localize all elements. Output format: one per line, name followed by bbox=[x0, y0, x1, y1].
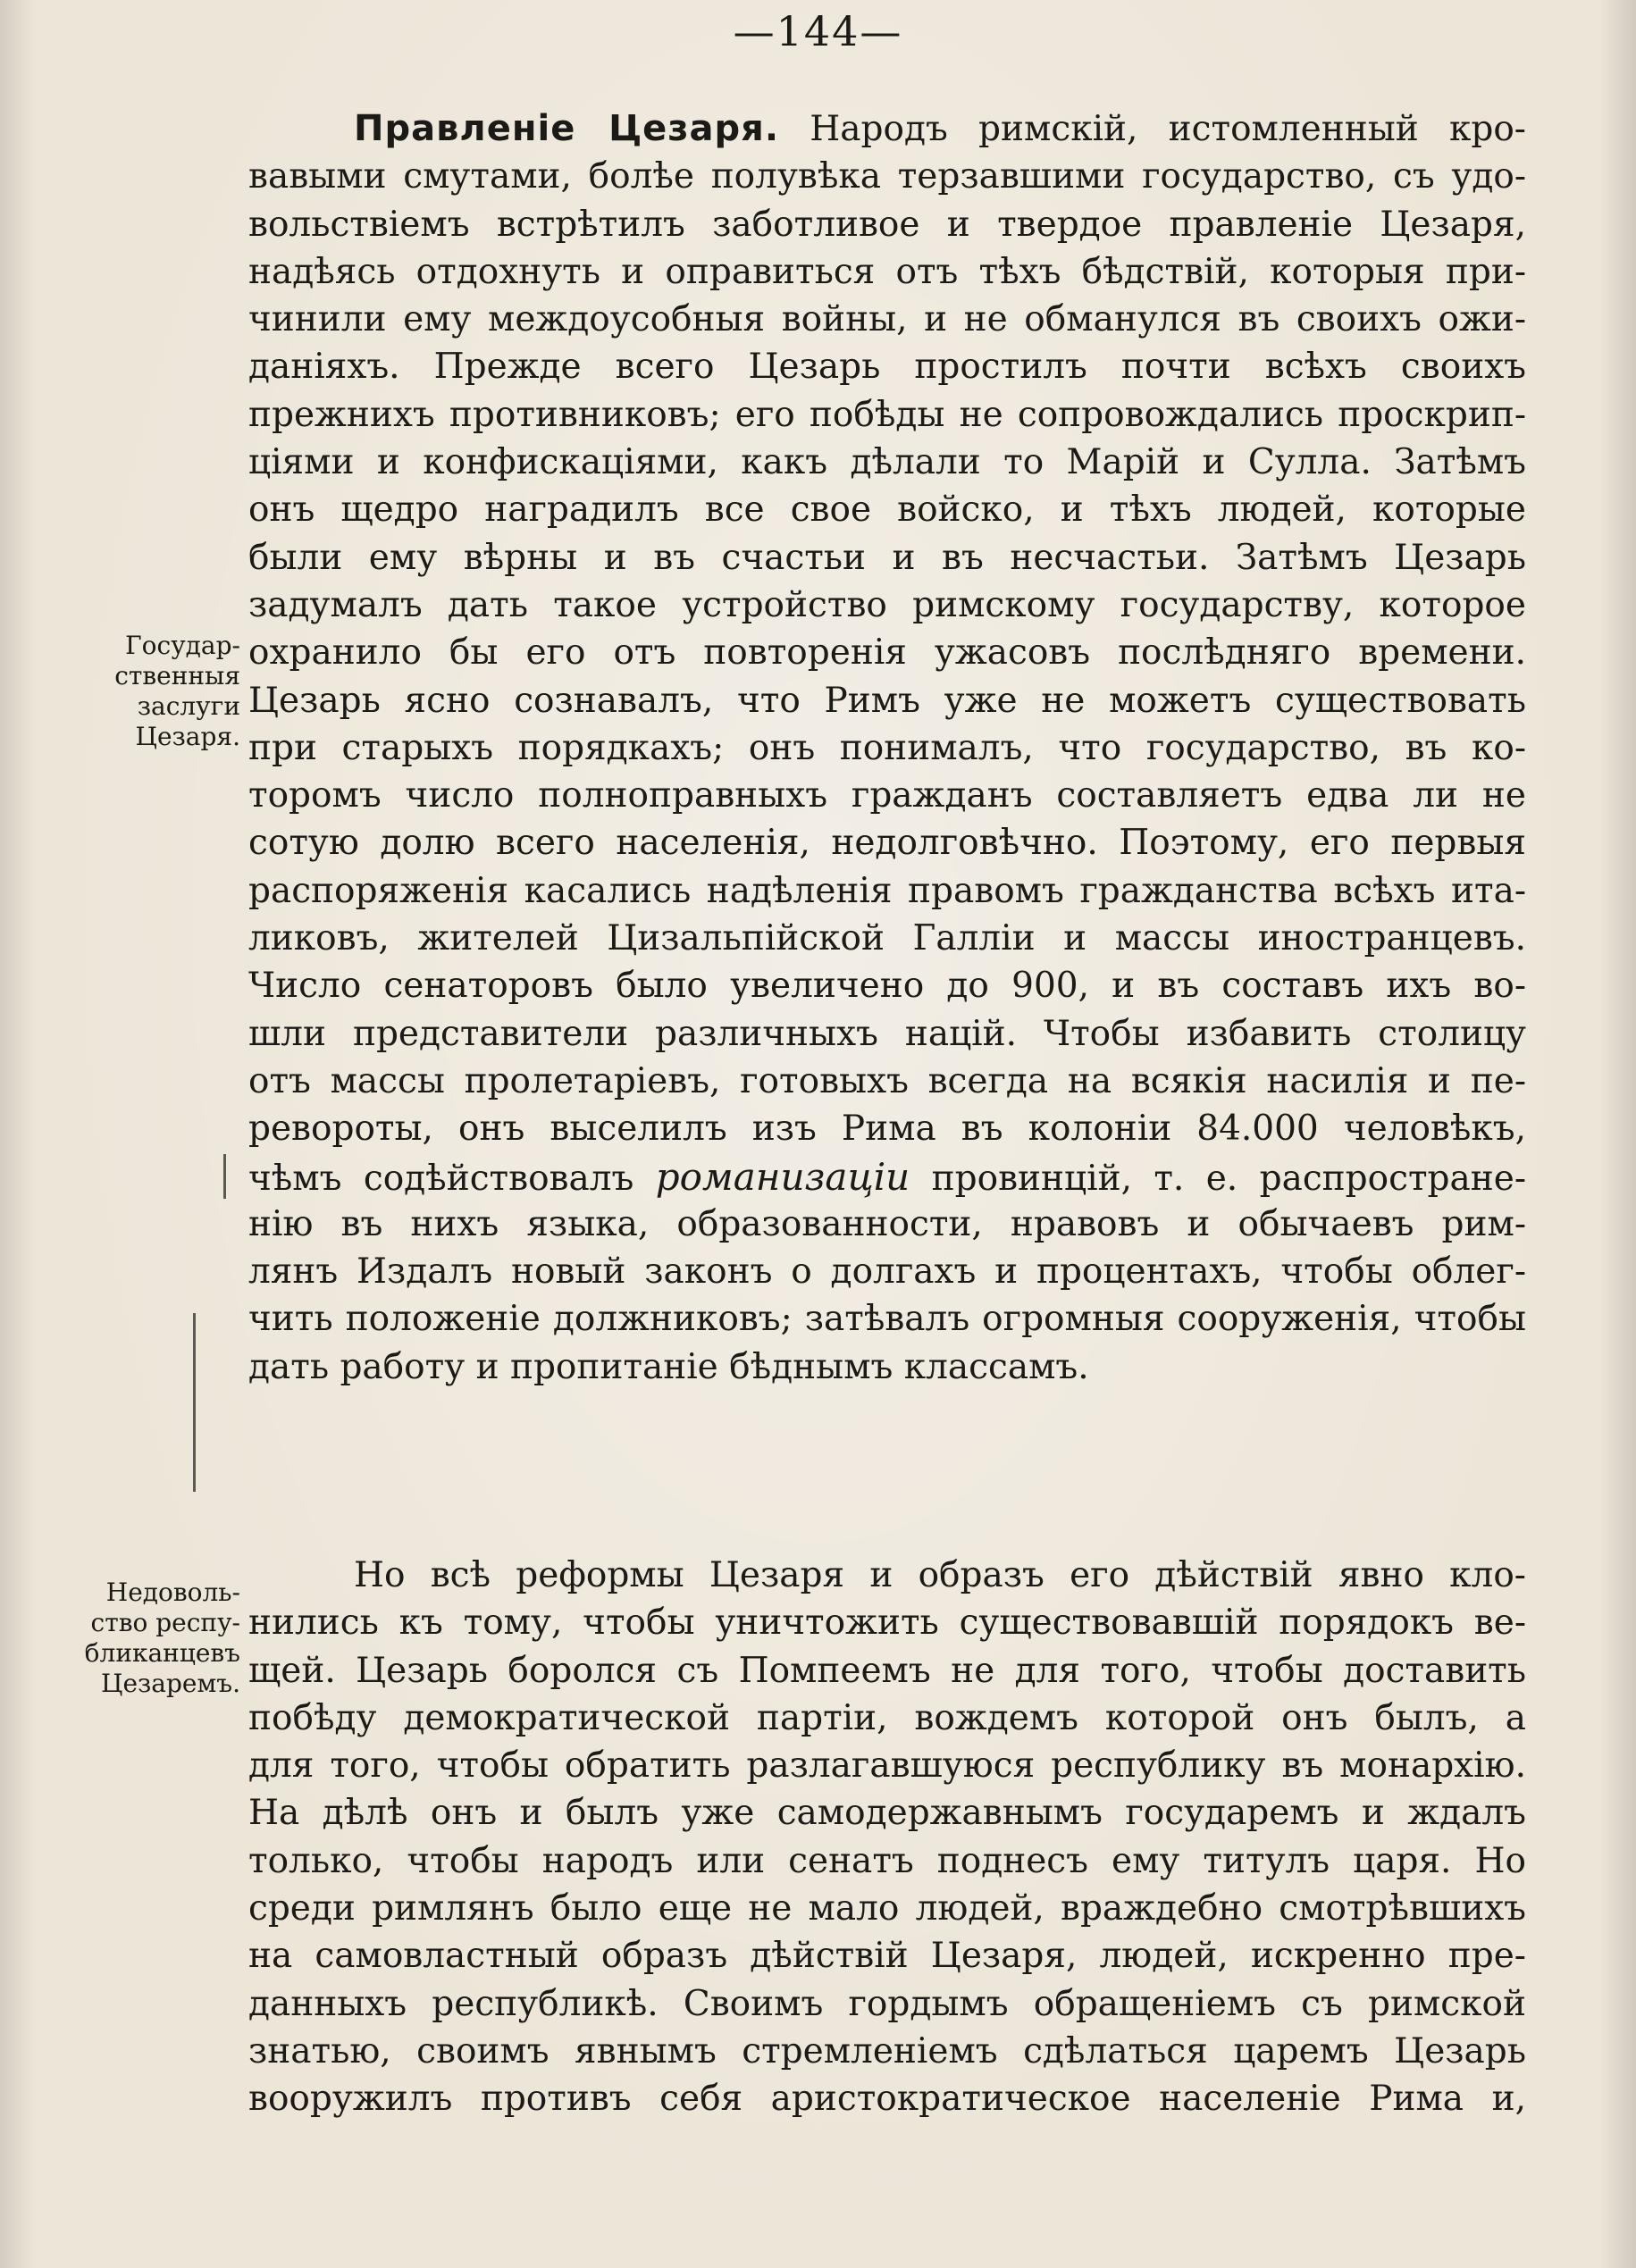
italic-term: романизаціи bbox=[655, 1154, 910, 1199]
sidenote-line: бликанцевъ bbox=[84, 1638, 240, 1668]
margin-pencil-mark bbox=[223, 1154, 226, 1199]
text-line: Число сенаторовъ было увеличено до 900, и въ составъ ихъ во- bbox=[248, 966, 1526, 1007]
text-line: данныхъ республикѣ. Своимъ гордымъ обращеніемъ съ римской bbox=[248, 1983, 1526, 2024]
text-line: ревороты, онъ выселилъ изъ Рима въ колоніи 84.000 человѣкъ, bbox=[248, 1109, 1526, 1150]
sidenote-line: Государ- bbox=[125, 631, 240, 660]
text-line: шли представители различныхъ націй. Чтобы избавить столицу bbox=[248, 1013, 1526, 1054]
text-line: вольствіемъ встрѣтилъ заботливое и твердое правленіе Цезаря, bbox=[248, 204, 1526, 245]
text-line-first bbox=[248, 105, 1526, 153]
text-line: даніяхъ. Прежде всего Цезарь простилъ почти всѣхъ своихъ bbox=[248, 347, 1526, 388]
text-line-last: дать работу и пропитаніе бѣднымъ классамъ. bbox=[248, 1346, 1089, 1387]
text-line: только, чтобы народъ или сенатъ поднесъ ему титулъ царя. Но bbox=[248, 1840, 1526, 1881]
text-line: вооружилъ противъ себя аристократическое населеніе Рима и, bbox=[248, 2079, 1526, 2120]
text-line: нію въ нихъ языка, образованности, нравовъ и обычаевъ рим- bbox=[248, 1203, 1526, 1244]
text-line-italic bbox=[248, 1153, 1526, 1201]
sidenote-republican-discontent bbox=[39, 1578, 240, 1699]
text-line: побѣду демократической партіи, вождемъ которой онъ былъ, а bbox=[248, 1697, 1526, 1738]
text-line: онъ щедро наградилъ все свое войско, и тѣхъ людей, которые bbox=[248, 490, 1526, 531]
text-line: среди римлянъ было еще не мало людей, враждебно смотрѣвшихъ bbox=[248, 1888, 1526, 1929]
text-line-first: Но всѣ реформы Цезаря и образъ его дѣйствій явно кло- bbox=[354, 1555, 1526, 1595]
text-run: Народъ римскій, истомленный кро- bbox=[779, 109, 1526, 149]
sidenote-line: Цезаря. bbox=[135, 722, 240, 751]
text-line: охранило бы его отъ повторенія ужасовъ послѣдняго времени. bbox=[248, 632, 1526, 674]
text-line: щей. Цезарь боролся съ Помпеемъ не для того, чтобы доставить bbox=[248, 1650, 1526, 1691]
paragraph-caesar-rule bbox=[248, 105, 1526, 1391]
text-line: нились къ тому, чтобы уничтожить существовавшій порядокъ ве- bbox=[248, 1603, 1526, 1644]
text-line: при старыхъ порядкахъ; онъ понималъ, что государство, въ ко- bbox=[248, 727, 1526, 768]
text-line: вавыми смутами, болѣе полувѣка терзавшими государство, съ удо- bbox=[248, 156, 1526, 197]
text-run: провинцій, т. е. распростране- bbox=[910, 1158, 1526, 1199]
sidenote-caesar-merits bbox=[39, 631, 240, 752]
text-line: лянъ Издалъ новый законъ о долгахъ и процентахъ, чтобы облег- bbox=[248, 1251, 1526, 1293]
text-line: для того, чтобы обратить разлагавшуюся республику въ монархію. bbox=[248, 1745, 1526, 1787]
sidenote-line: ство респу- bbox=[90, 1608, 240, 1637]
page-number: —144— bbox=[733, 7, 903, 55]
text-line: на самовластный образъ дѣйствій Цезаря, людей, искренно пре- bbox=[248, 1936, 1526, 1977]
text-line: задумалъ дать такое устройство римскому государству, которое bbox=[248, 584, 1526, 625]
text-line: ликовъ, жителей Цизальпійской Галліи и массы иностранцевъ. bbox=[248, 918, 1526, 959]
text-line: распоряженія касались надѣленія правомъ гражданства всѣхъ ита- bbox=[248, 870, 1526, 911]
text-line: торомъ число полноправныхъ гражданъ составляетъ едва ли не bbox=[248, 775, 1526, 816]
sidenote-line: заслуги bbox=[137, 691, 240, 721]
sidenote-line: Недоволь- bbox=[105, 1578, 240, 1607]
text-line: прежнихъ противниковъ; его побѣды не сопровождались проскрип- bbox=[248, 394, 1526, 435]
text-line: чинили ему междоусобныя войны, и не обманулся въ своихъ ожи- bbox=[248, 299, 1526, 340]
text-line: Цезарь ясно сознавалъ, что Римъ уже не можетъ существовать bbox=[248, 680, 1526, 721]
text-line: сотую долю всего населенія, недолговѣчно. Поэтому, его первыя bbox=[248, 823, 1526, 864]
text-line: надѣясь отдохнуть и оправиться отъ тѣхъ бѣдствій, которыя при- bbox=[248, 251, 1526, 292]
text-line: ціями и конфискаціями, какъ дѣлали то Марій и Сулла. Затѣмъ bbox=[248, 442, 1526, 483]
paragraph-caesar-reforms bbox=[248, 1552, 1526, 2123]
text-run: чѣмъ содѣйствовалъ bbox=[248, 1158, 656, 1199]
sidenote-line: ственныя bbox=[114, 661, 240, 690]
text-line: чить положеніе должниковъ; затѣвалъ огромныя сооруженія, чтобы bbox=[248, 1299, 1526, 1340]
margin-pencil-mark bbox=[193, 1313, 196, 1492]
section-heading: Правленіе Цезаря. bbox=[354, 108, 780, 149]
text-line: были ему вѣрны и въ счастьи и въ несчастьи. Затѣмъ Цезарь bbox=[248, 537, 1526, 578]
sidenote-line: Цезаремъ. bbox=[101, 1669, 240, 1698]
text-line: отъ массы пролетаріевъ, готовыхъ всегда на всякія насилія и пе- bbox=[248, 1060, 1526, 1101]
text-line: знатью, своимъ явнымъ стремленіемъ сдѣлаться царемъ Цезарь bbox=[248, 2030, 1526, 2071]
text-line: На дѣлѣ онъ и былъ уже самодержавнымъ государемъ и ждалъ bbox=[248, 1793, 1526, 1834]
